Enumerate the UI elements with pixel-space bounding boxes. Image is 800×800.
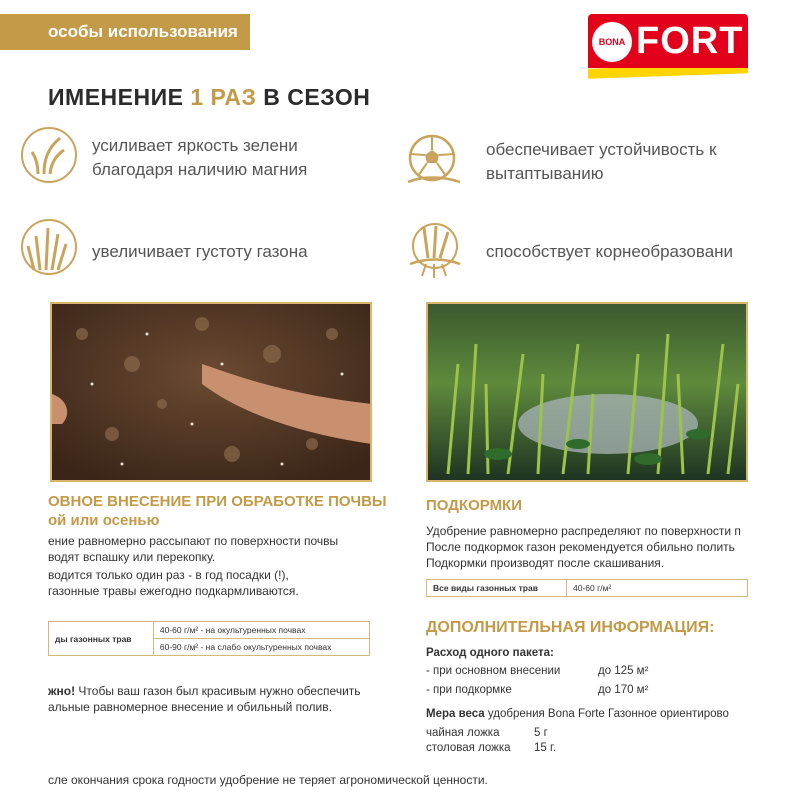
table-cell: 40-60 г/м² - на окультуренных почвах — [153, 622, 369, 639]
feature-text-density: увеличивает густоту газона — [92, 242, 308, 261]
spoon-label: чайная ложка — [426, 727, 500, 739]
table-row — [427, 580, 748, 597]
usage-label: - при подкормке — [426, 684, 512, 696]
table-label: Все виды газонных трав — [427, 580, 567, 597]
feature-text-durability: обеспечивает устойчивость к вытаптыванию — [486, 140, 717, 183]
table-cell: 40-60 г/м² — [567, 580, 748, 597]
usage-title: Расход одного пакета: — [426, 647, 554, 659]
headline-accent: 1 РАЗ — [190, 84, 257, 110]
feature-text-roots: способствует корнеобразовани — [486, 242, 734, 261]
feeding-text-line1: Удобрение равномерно распределяют по поверхности п — [426, 524, 741, 538]
usage-label: - при основном внесении — [426, 665, 561, 677]
measure-label: Мера веса — [426, 708, 485, 720]
measure-line — [426, 708, 748, 720]
left-para1-line1: ение равномерно рассыпают по поверхности почвы — [48, 534, 339, 548]
table-label: ды газонных трав — [49, 622, 154, 656]
usage-value: до 170 м² — [598, 684, 649, 696]
feeding-title: ПОДКОРМКИ — [426, 497, 522, 514]
leaf-icon — [18, 124, 80, 186]
feeding-text-line2: После подкормок газон рекомендуется обильно полить — [426, 540, 735, 554]
page-headline — [48, 84, 370, 111]
logo-wordmark: FORT — [636, 20, 744, 62]
soil-photo — [50, 302, 372, 482]
grass-icon — [18, 216, 80, 278]
spoon-value: 5 г — [534, 727, 548, 739]
soil-illustration — [52, 304, 370, 480]
headline-part2: В СЕЗОН — [256, 84, 371, 110]
brand-logo — [588, 12, 748, 78]
note-important: жно! — [48, 684, 76, 698]
left-note-line1 — [48, 683, 361, 699]
spoon-label: столовая ложка — [426, 742, 511, 754]
left-rate-table — [48, 621, 370, 656]
root-icon — [402, 218, 464, 280]
left-para1-line2: водят вспашку или перекопку. — [48, 550, 216, 564]
left-para2-line2: газонные травы ежегодно подкармливаются. — [48, 584, 299, 598]
main-application-subtitle: ой или осенью — [48, 512, 160, 529]
sprouts-illustration — [428, 304, 746, 480]
spoon-value: 15 г. — [534, 742, 556, 754]
note-text: Чтобы ваш газон был красивым нужно обеспечить — [75, 684, 361, 698]
footer-note: сле окончания срока годности удобрение не теряет агрономической ценности. — [48, 773, 488, 787]
soccer-ball-icon — [402, 126, 464, 188]
left-note-line2: альные равномерное внесение и обильный полив. — [48, 700, 332, 714]
main-application-title: ОВНОЕ ВНЕСЕНИЕ ПРИ ОБРАБОТКЕ ПОЧВЫ — [48, 493, 387, 510]
table-cell: 60-90 г/м² - на слабо окультуренных почвах — [153, 639, 369, 656]
section-tag: особы использования — [0, 14, 250, 50]
lawn-sprouts-photo — [426, 302, 748, 482]
measure-text: удобрения Bona Forte Газонное ориентирово — [484, 708, 729, 720]
headline-part1: ИМЕНЕНИЕ — [48, 84, 191, 110]
additional-info-title: ДОПОЛНИТЕЛЬНАЯ ИНФОРМАЦИЯ: — [426, 619, 715, 636]
feature-text-brightness: усиливает яркость зелени благодаря наличию магния — [92, 136, 308, 179]
logo-badge: BONA — [592, 22, 632, 62]
left-para2-line1: водится только один раз - в год посадки (!), — [48, 568, 289, 582]
table-row — [49, 622, 370, 639]
feeding-rate-table — [426, 579, 748, 597]
usage-value: до 125 м² — [598, 665, 649, 677]
feeding-text-line3: Подкормки производят после скашивания. — [426, 556, 665, 570]
